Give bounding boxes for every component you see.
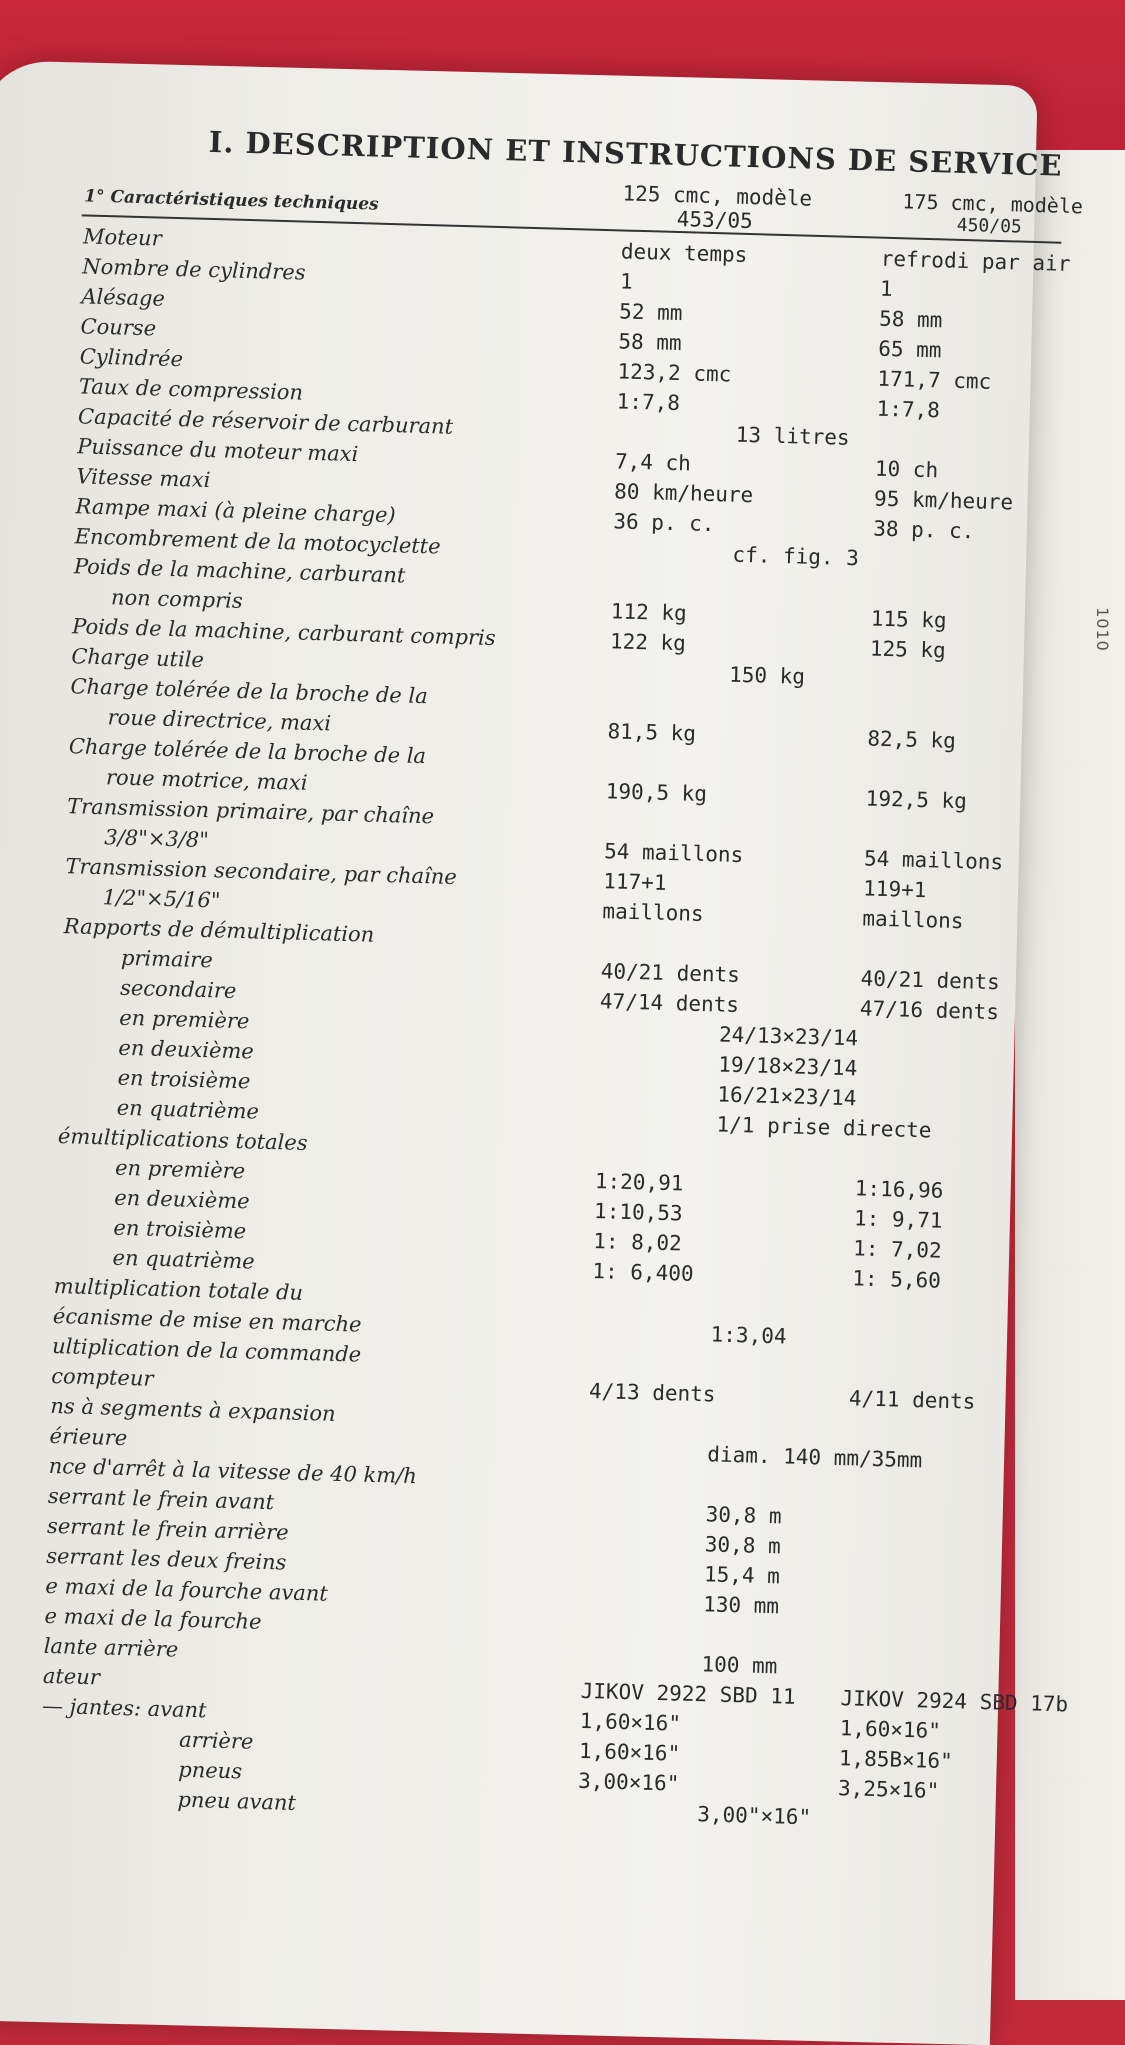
spec-value-175: 4/11 dents <box>848 1386 976 1414</box>
spec-value-175: 40/21 dents <box>860 966 1001 995</box>
spec-label: serrant le frein avant <box>47 1483 275 1515</box>
spec-label: serrant les deux freins <box>45 1543 287 1575</box>
page-title: I. DESCRIPTION ET INSTRUCTIONS DE SERVICE <box>208 124 1064 183</box>
spec-value-125: 80 km/heure <box>613 479 754 508</box>
spec-label: 1/2"×5/16" <box>102 885 221 913</box>
spec-label: 3/8"×3/8" <box>104 825 210 853</box>
spec-value-125: 47/14 dents <box>599 989 740 1017</box>
spec-value-shared: 3,00"×16" <box>696 1802 812 1830</box>
spec-label: roue motrice, maxi <box>105 765 308 795</box>
spec-value-175: 1:16,96 <box>854 1176 944 1203</box>
spec-label: lante arrière <box>43 1633 179 1662</box>
spec-value-shared: 30,8 m <box>705 1502 782 1529</box>
spec-value-175: 1,85B×16" <box>838 1746 954 1774</box>
spec-value-125: 1,60×16" <box>578 1738 681 1766</box>
spec-label: pneus <box>178 1757 243 1784</box>
spec-label: Rapports de démultiplication <box>63 914 375 947</box>
spec-label: en deuxième <box>118 1035 255 1064</box>
spec-value-shared: 130 mm <box>702 1592 780 1619</box>
spec-value-175: 119+1 <box>862 876 927 903</box>
spec-value-125: 81,5 kg <box>607 719 697 746</box>
spec-value-175: 95 km/heure <box>873 486 1014 515</box>
spec-label: en première <box>114 1155 246 1184</box>
spec-value-125: 1,60×16" <box>579 1708 682 1736</box>
spec-value-175: 1:7,8 <box>876 396 941 423</box>
spec-label: nce d'arrêt à la vitesse de 40 km/h <box>48 1453 418 1489</box>
spec-value-125: 3,00×16" <box>577 1768 680 1796</box>
spec-value-shared: 100 mm <box>701 1652 778 1679</box>
spec-label: Encombrement de la motocyclette <box>74 524 441 559</box>
spec-label: secondaire <box>119 975 237 1003</box>
spec-value-175: 47/16 dents <box>859 996 1000 1025</box>
spec-value-125: 58 mm <box>618 329 682 356</box>
spec-value-175: 171,7 cmc <box>877 366 992 394</box>
spec-value-175: 58 mm <box>878 306 943 333</box>
spec-value-125: 36 p. c. <box>613 509 715 537</box>
spec-value-shared: 1:3,04 <box>710 1322 787 1349</box>
spec-label: en quatrième <box>112 1245 255 1274</box>
spec-value-shared: 15,4 m <box>703 1562 781 1589</box>
spec-value-125: 4/13 dents <box>588 1378 716 1407</box>
spec-value-shared: 16/21×23/14 <box>717 1082 857 1111</box>
spec-label: Transmission primaire, par chaîne <box>66 794 435 829</box>
spec-value-shared: 150 kg <box>728 662 806 689</box>
spec-label: e maxi de la fourche <box>44 1603 262 1634</box>
spec-label: en troisième <box>117 1065 251 1094</box>
col125-model: 453/05 <box>676 206 754 234</box>
spec-label: — jantes: avant <box>41 1693 207 1723</box>
spec-label: Taux de compression <box>78 374 304 405</box>
spec-label: Cylindrée <box>79 344 184 372</box>
spec-value-125: deux temps <box>620 239 748 267</box>
spec-value-175: 1,60×16" <box>839 1716 942 1743</box>
spec-value-125: 1:20,91 <box>594 1169 684 1196</box>
spec-label: roue directrice, maxi <box>107 705 332 736</box>
spec-value-175: 38 p. c. <box>872 516 975 544</box>
spec-value-175: 54 maillons <box>863 846 1004 875</box>
spec-value-shared: 13 litres <box>735 422 850 450</box>
spec-label: en première <box>118 1005 250 1034</box>
spec-value-125: 7,4 ch <box>614 449 692 476</box>
spec-label: Charge tolérée de la broche de la <box>68 734 427 769</box>
header-rule <box>82 214 1062 243</box>
spec-value-175: 1: 9,71 <box>853 1206 943 1233</box>
spec-value-125: 123,2 cmc <box>617 359 732 387</box>
spec-label: en troisième <box>113 1215 247 1244</box>
spec-value-125: 40/21 dents <box>600 959 741 988</box>
spec-value-shared: 19/18×23/14 <box>717 1052 858 1081</box>
spec-label: non compris <box>110 585 244 613</box>
spec-value-shared: diam. 140 mm/35mm <box>707 1442 923 1473</box>
col175-header: 175 cmc, modèle <box>902 189 1084 219</box>
spec-label: Rampe maxi (à pleine charge) <box>75 494 396 528</box>
spec-value-175: 125 kg <box>869 636 947 663</box>
spec-label: en deuxième <box>113 1185 250 1214</box>
spec-label: primaire <box>120 945 214 973</box>
spec-value-175: 10 ch <box>874 456 939 483</box>
spec-label: ns à segments à expansion <box>50 1393 336 1426</box>
spec-label: pneu avant <box>177 1787 297 1815</box>
spec-value-125: 1: 8,02 <box>592 1229 683 1256</box>
spec-label: en quatrième <box>116 1095 260 1124</box>
spec-value-125: 122 kg <box>609 629 687 656</box>
spec-label: e maxi de la fourche avant <box>45 1573 329 1606</box>
spec-value-175: 1: 5,60 <box>852 1266 942 1293</box>
spec-value-125: 117+1 <box>602 869 667 895</box>
spec-value-175: 3,25×16" <box>837 1776 940 1803</box>
spec-value-125: 54 maillons <box>603 839 744 868</box>
spec-value-175: 65 mm <box>877 336 942 363</box>
spec-label: émultiplications totales <box>57 1124 308 1156</box>
spec-label: Alésage <box>81 284 166 311</box>
spec-value-125: 1 <box>619 269 634 294</box>
spec-label: Capacité de réservoir de carburant <box>77 404 454 439</box>
col125-header: 125 cmc, modèle <box>622 181 813 211</box>
spec-value-175: 82,5 kg <box>867 726 957 753</box>
spec-value-125: maillons <box>602 899 704 926</box>
spec-label: Vitesse maxi <box>76 464 211 493</box>
spec-value-175: refrodi par air <box>880 246 1071 276</box>
side-stamp: 1010 <box>1092 607 1112 652</box>
spec-value-shared: cf. fig. 3 <box>732 542 860 571</box>
spec-value-125: 1: 6,400 <box>592 1259 694 1286</box>
spec-label: compteur <box>50 1363 154 1391</box>
spec-label: arrière <box>178 1727 254 1754</box>
spec-label: Poids de la machine, carburant compris <box>71 614 496 651</box>
spec-label: serrant le frein arrière <box>46 1513 289 1545</box>
spec-label: érieure <box>49 1423 128 1451</box>
spec-label: ultiplication de la commande <box>51 1333 362 1367</box>
spec-value-175: maillons <box>862 906 964 934</box>
spec-value-175: 1: 7,02 <box>852 1236 942 1263</box>
spec-value-125: 1:7,8 <box>616 389 681 416</box>
spec-label: ateur <box>42 1663 101 1690</box>
spec-label: Charge utile <box>71 644 205 672</box>
spec-value-125: 190,5 kg <box>605 779 708 807</box>
spec-label: Moteur <box>82 224 163 251</box>
spec-value-125: JIKOV 2922 SBD 11 <box>580 1678 796 1709</box>
section-heading: 1° Caractéristiques techniques <box>83 186 379 215</box>
spec-label: écanisme de mise en marche <box>52 1303 362 1337</box>
spec-value-175: 1 <box>879 276 893 302</box>
spec-label: Puissance du moteur maxi <box>76 434 359 467</box>
spec-label: Course <box>80 314 157 341</box>
spec-value-175: 115 kg <box>870 606 947 633</box>
spec-value-175: JIKOV 2924 SBD 17b <box>840 1686 1069 1717</box>
spec-label: multiplication totale du <box>53 1273 304 1305</box>
spec-value-125: 1:10,53 <box>593 1199 683 1226</box>
spec-value-125: 52 mm <box>618 299 683 326</box>
spec-value-shared: 30,8 m <box>704 1532 782 1559</box>
spec-label: Poids de la machine, carburant <box>73 554 406 588</box>
spec-label: Transmission secondaire, par chaîne <box>65 854 458 890</box>
spec-value-175: 192,5 kg <box>865 786 968 814</box>
col175-model: 450/05 <box>956 214 1023 238</box>
spec-label: Charge tolérée de la broche de la <box>70 674 429 709</box>
spec-value-shared: 1/1 prise directe <box>716 1112 932 1143</box>
spec-value-shared: 24/13×23/14 <box>718 1022 859 1051</box>
spec-value-125: 112 kg <box>610 599 688 626</box>
spec-label: Nombre de cylindres <box>81 254 306 285</box>
